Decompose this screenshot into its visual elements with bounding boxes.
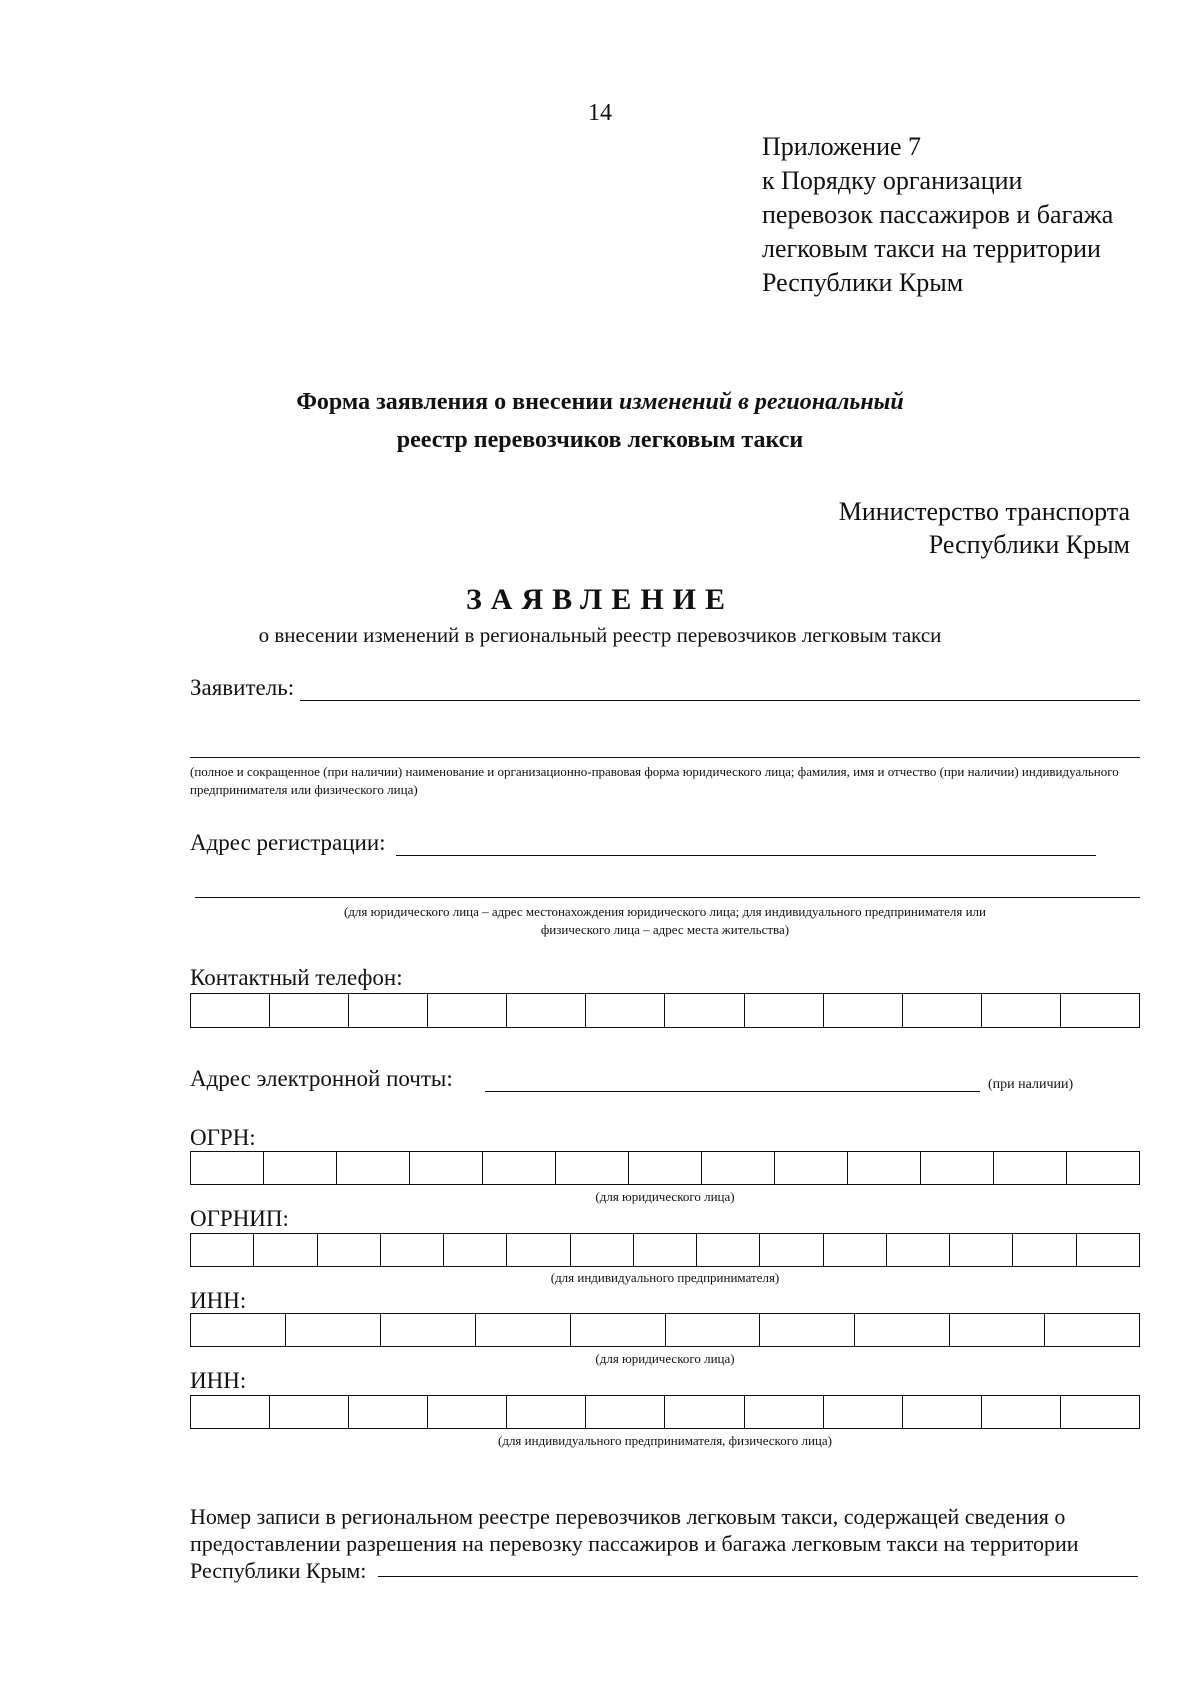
digit-cell[interactable] bbox=[994, 1152, 1067, 1184]
record-line-2: предоставлении разрешения на перевозку пассажиров и багажа легковым такси на территории bbox=[190, 1531, 1079, 1556]
form-title-line-1-plain: Форма заявления о внесении bbox=[296, 389, 619, 415]
digit-cell[interactable] bbox=[745, 994, 824, 1027]
ogrnip-label: ОГРНИП: bbox=[190, 1206, 289, 1231]
registration-address-field[interactable] bbox=[396, 855, 1096, 856]
digit-cell[interactable] bbox=[191, 1396, 270, 1428]
applicant-note: (полное и сокращенное (при наличии) наименование и организационно-правовая форма юридического лица; фамилия, имя и отчество (при наличии) индивидуального предпринимателя или физического лица) bbox=[190, 764, 1119, 797]
digit-cell[interactable] bbox=[191, 994, 270, 1027]
digit-cell[interactable] bbox=[697, 1234, 760, 1266]
phone-label: Контактный телефон: bbox=[190, 965, 403, 990]
digit-cell[interactable] bbox=[507, 994, 586, 1027]
digit-cell[interactable] bbox=[349, 994, 428, 1027]
recipient-line-2: Республики Крым bbox=[928, 530, 1130, 559]
digit-cell[interactable] bbox=[775, 1152, 848, 1184]
appendix-line: перевозок пассажиров и багажа bbox=[762, 200, 1114, 229]
digit-cell[interactable] bbox=[507, 1396, 586, 1428]
page-number: 14 bbox=[588, 100, 612, 126]
digit-cell[interactable] bbox=[760, 1234, 823, 1266]
digit-cell[interactable] bbox=[264, 1152, 337, 1184]
digit-cell[interactable] bbox=[381, 1314, 476, 1346]
applicant-field-line-2[interactable] bbox=[190, 757, 1140, 758]
digit-cell[interactable] bbox=[1061, 1396, 1139, 1428]
digit-cell[interactable] bbox=[381, 1234, 444, 1266]
ogrn-label: ОГРН: bbox=[190, 1125, 256, 1150]
applicant-label: Заявитель: bbox=[190, 675, 295, 700]
document-subheading: о внесении изменений в региональный реестр перевозчиков легковым такси bbox=[258, 623, 942, 647]
digit-cell[interactable] bbox=[824, 1234, 887, 1266]
digit-cell[interactable] bbox=[702, 1152, 775, 1184]
digit-cell[interactable] bbox=[903, 1396, 982, 1428]
digit-cell[interactable] bbox=[349, 1396, 428, 1428]
digit-cell[interactable] bbox=[950, 1234, 1013, 1266]
phone-input-cells[interactable] bbox=[190, 993, 1140, 1028]
form-title-line-2: реестр перевозчиков легковым такси bbox=[396, 427, 804, 453]
digit-cell[interactable] bbox=[848, 1152, 921, 1184]
digit-cell[interactable] bbox=[824, 994, 903, 1027]
digit-cell[interactable] bbox=[903, 994, 982, 1027]
digit-cell[interactable] bbox=[982, 994, 1061, 1027]
digit-cell[interactable] bbox=[1077, 1234, 1139, 1266]
digit-cell[interactable] bbox=[745, 1396, 824, 1428]
email-field[interactable] bbox=[485, 1091, 980, 1092]
ogrn-input-cells[interactable] bbox=[190, 1151, 1140, 1185]
digit-cell[interactable] bbox=[666, 1314, 761, 1346]
digit-cell[interactable] bbox=[483, 1152, 556, 1184]
email-label: Адрес электронной почты: bbox=[190, 1066, 453, 1091]
recipient-line-1: Министерство транспорта bbox=[838, 497, 1130, 526]
digit-cell[interactable] bbox=[286, 1314, 381, 1346]
applicant-field[interactable] bbox=[300, 700, 1140, 701]
digit-cell[interactable] bbox=[1067, 1152, 1139, 1184]
inn-legal-note: (для юридического лица) bbox=[595, 1351, 735, 1366]
document-heading: ЗАЯВЛЕНИЕ bbox=[465, 583, 735, 616]
inn-individual-input-cells[interactable] bbox=[190, 1395, 1140, 1429]
digit-cell[interactable] bbox=[410, 1152, 483, 1184]
digit-cell[interactable] bbox=[1013, 1234, 1076, 1266]
digit-cell[interactable] bbox=[586, 1396, 665, 1428]
digit-cell[interactable] bbox=[191, 1314, 286, 1346]
digit-cell[interactable] bbox=[921, 1152, 994, 1184]
registration-address-label: Адрес регистрации: bbox=[190, 830, 386, 855]
digit-cell[interactable] bbox=[586, 994, 665, 1027]
digit-cell[interactable] bbox=[428, 994, 507, 1027]
digit-cell[interactable] bbox=[337, 1152, 410, 1184]
email-note: (при наличии) bbox=[988, 1077, 1074, 1092]
digit-cell[interactable] bbox=[629, 1152, 702, 1184]
digit-cell[interactable] bbox=[556, 1152, 629, 1184]
appendix-line: Республики Крым bbox=[762, 268, 964, 297]
digit-cell[interactable] bbox=[507, 1234, 570, 1266]
appendix-reference bbox=[762, 130, 1113, 300]
digit-cell[interactable] bbox=[476, 1314, 571, 1346]
appendix-line: Приложение 7 bbox=[762, 132, 922, 161]
digit-cell[interactable] bbox=[982, 1396, 1061, 1428]
digit-cell[interactable] bbox=[191, 1234, 254, 1266]
ogrn-note: (для юридического лица) bbox=[595, 1189, 735, 1204]
registration-address-note-line-2: физического лица – адрес места жительства) bbox=[540, 922, 790, 937]
digit-cell[interactable] bbox=[950, 1314, 1045, 1346]
digit-cell[interactable] bbox=[1061, 994, 1139, 1027]
registration-address-note bbox=[190, 903, 1140, 939]
form-title bbox=[0, 383, 1200, 459]
record-number-field[interactable] bbox=[378, 1576, 1138, 1577]
inn-individual-note: (для индивидуального предпринимателя, физического лица) bbox=[498, 1433, 832, 1448]
ogrnip-input-cells[interactable] bbox=[190, 1233, 1140, 1267]
record-line-3: Республики Крым: bbox=[190, 1558, 367, 1583]
digit-cell[interactable] bbox=[270, 994, 349, 1027]
digit-cell[interactable] bbox=[571, 1314, 666, 1346]
digit-cell[interactable] bbox=[665, 994, 744, 1027]
digit-cell[interactable] bbox=[318, 1234, 381, 1266]
record-description bbox=[190, 1503, 1150, 1584]
appendix-line: к Порядку организации bbox=[762, 166, 1023, 195]
digit-cell[interactable] bbox=[634, 1234, 697, 1266]
digit-cell[interactable] bbox=[571, 1234, 634, 1266]
appendix-line: легковым такси на территории bbox=[762, 234, 1101, 263]
digit-cell[interactable] bbox=[665, 1396, 744, 1428]
ogrnip-note: (для индивидуального предпринимателя) bbox=[550, 1270, 780, 1285]
digit-cell[interactable] bbox=[270, 1396, 349, 1428]
registration-address-note-line-1: (для юридического лица – адрес местонахождения юридического лица; для индивидуального предпринимателя или bbox=[343, 904, 986, 919]
digit-cell[interactable] bbox=[855, 1314, 950, 1346]
registration-address-field-line-2[interactable] bbox=[195, 897, 1140, 898]
form-title-line-1-italic: изменений в региональный bbox=[618, 389, 904, 415]
inn-legal-input-cells[interactable] bbox=[190, 1313, 1140, 1347]
digit-cell[interactable] bbox=[254, 1234, 317, 1266]
record-line-1: Номер записи в региональном реестре перевозчиков легковым такси, содержащей сведения о bbox=[190, 1504, 1066, 1529]
digit-cell[interactable] bbox=[887, 1234, 950, 1266]
recipient bbox=[839, 495, 1130, 561]
digit-cell[interactable] bbox=[1045, 1314, 1139, 1346]
digit-cell[interactable] bbox=[824, 1396, 903, 1428]
inn-individual-label: ИНН: bbox=[190, 1368, 247, 1393]
digit-cell[interactable] bbox=[191, 1152, 264, 1184]
digit-cell[interactable] bbox=[444, 1234, 507, 1266]
digit-cell[interactable] bbox=[428, 1396, 507, 1428]
form-title-line-1 bbox=[0, 383, 1200, 421]
digit-cell[interactable] bbox=[760, 1314, 855, 1346]
inn-legal-label: ИНН: bbox=[190, 1288, 247, 1313]
